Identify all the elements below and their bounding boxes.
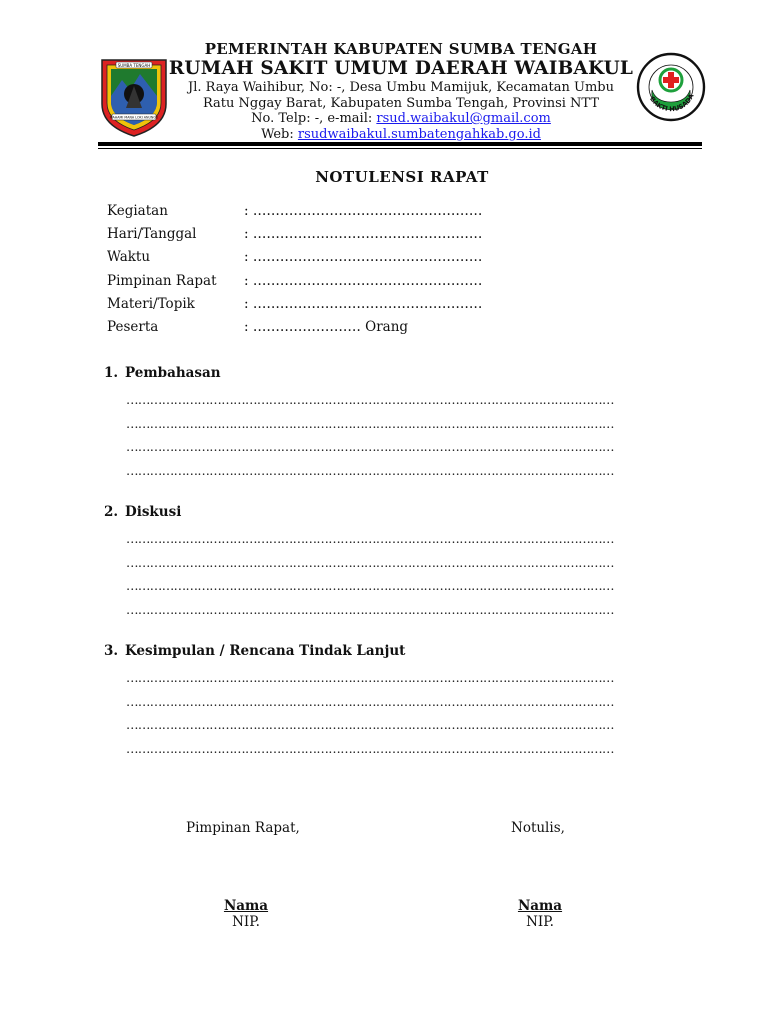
dot-line[interactable]: …………………………………………………………………………………………………………… [126,392,614,407]
web-link[interactable]: rsudwaibakul.sumbatengahkab.go.id [297,126,541,142]
right-signer-nip: NIP. [526,914,554,930]
dot-line[interactable]: …………………………………………………………………………………………………………… [126,601,614,617]
right-signer-name: Nama [517,898,563,914]
dot-line[interactable]: …………………………………………………………………………………………………………… [126,693,614,709]
dot-line[interactable]: …………………………………………………………………………………………………………… [126,415,614,431]
dot-line[interactable]: …………………………………………………………………………………………………………… [126,717,614,732]
email-link[interactable]: rsud.waibakul@gmail.com [376,111,551,126]
section-kesimpulan [104,642,694,760]
section-number: 1. [104,365,119,381]
section-heading [104,642,694,660]
address-line-1: Jl. Raya Waihibur, No: -, Desa Umbu Mamijuk, Kecamatan Umbu [188,80,614,95]
right-signature-title: Notulis, [511,820,565,836]
left-signer-name: Nama [223,898,269,914]
section-title: Pembahasan [125,365,221,381]
contact-line [156,111,646,127]
field-value[interactable]: : …………………………………………… [244,295,483,312]
section-title: Kesimpulan / Rencana Tindak Lanjut [125,643,406,659]
left-signer-nip: NIP. [232,914,260,930]
section-heading [104,364,694,382]
field-value[interactable]: : …………………………………………… [244,203,483,219]
field-label: Hari/Tanggal [107,226,197,243]
contact-prefix: No. Telp: -, e-mail: [251,111,377,126]
dot-line[interactable]: …………………………………………………………………………………………………………… [126,670,614,685]
bakti-husada-icon [636,52,706,122]
field-label: Waktu [107,249,151,266]
section-pembahasan [104,364,694,482]
section-number: 3. [104,643,119,659]
field-label: Peserta [107,318,159,335]
hospital-name: RUMAH SAKIT UMUM DAERAH WAIBAKUL [168,58,634,79]
field-value[interactable]: : …………………………………………… [244,249,483,266]
letterhead-rule-thick [98,142,702,146]
field-value[interactable]: : …………………… Orang [244,318,409,335]
left-logo-text-bottom: MAHAMI MANA LOKI ANUNGU [109,115,159,120]
field-row-waktu [107,248,482,271]
section-number: 2. [104,504,119,520]
right-signature-block [500,898,580,930]
right-logo-text: BAKTI HUSADA [648,92,696,114]
dot-line[interactable]: …………………………………………………………………………………………………………… [126,740,614,756]
section-title: Diskusi [125,504,182,520]
field-value[interactable]: : …………………………………………… [244,226,483,243]
field-row-peserta [107,318,482,341]
dot-line[interactable]: …………………………………………………………………………………………………………… [126,531,614,546]
field-row-pimpinan-rapat [107,272,482,295]
dot-line[interactable]: …………………………………………………………………………………………………………… [126,439,614,454]
field-row-hari-tanggal [107,225,482,248]
dot-lines [104,388,694,482]
dot-line[interactable]: …………………………………………………………………………………………………………… [126,578,614,593]
section-heading [104,503,694,521]
left-signature-title: Pimpinan Rapat, [186,820,300,836]
field-value[interactable]: : …………………………………………… [244,272,483,289]
left-signature-block [206,898,286,930]
left-logo-text-top: SUMBA TENGAH [117,63,151,68]
section-diskusi [104,503,694,621]
web-prefix: Web: [261,126,298,142]
dot-lines [104,666,694,760]
letterhead [96,40,704,146]
field-label: Pimpinan Rapat [107,272,217,289]
meeting-fields [107,202,482,341]
letterhead-rule-thin [98,148,702,149]
government-name: PEMERINTAH KABUPATEN SUMBA TENGAH [204,40,598,58]
letterhead-text [156,40,646,142]
field-label: Kegiatan [107,203,168,219]
document-title: NOTULENSI RAPAT [315,168,489,186]
field-label: Materi/Topik [107,295,195,312]
dot-line[interactable]: …………………………………………………………………………………………………………… [126,462,614,478]
address-line-2: Ratu Nggay Barat, Kabupaten Sumba Tengah, Provinsi NTT [202,95,600,111]
dot-line[interactable]: …………………………………………………………………………………………………………… [126,554,614,570]
field-row-kegiatan [107,202,482,225]
dot-lines [104,527,694,621]
web-line [156,127,646,143]
field-row-materi-topik [107,295,482,318]
